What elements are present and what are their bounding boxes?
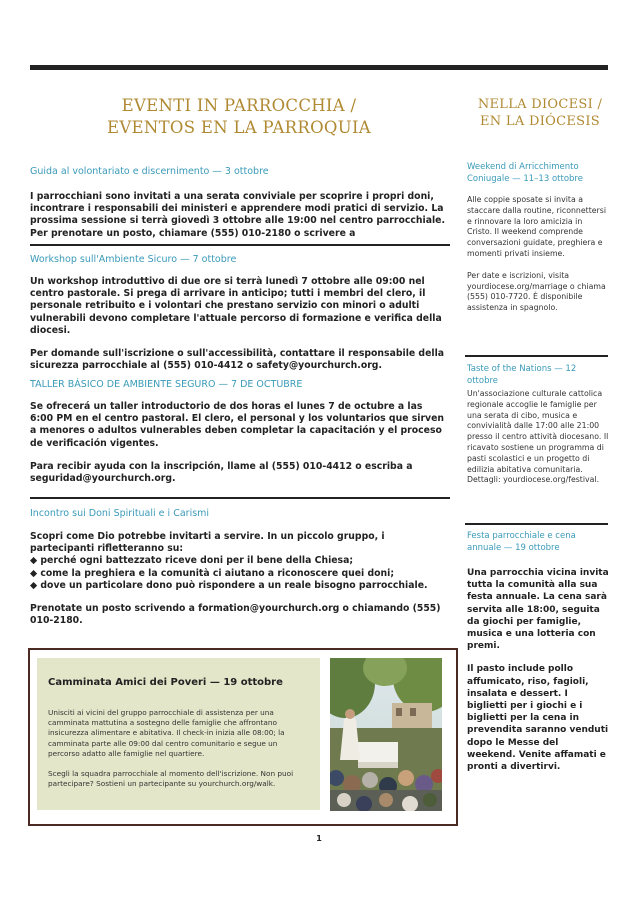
top-rule [30,65,608,70]
section-paragraph: Per domande sull'iscrizione o sull'accessibilità, contattare il responsabile della sicurezza parrocchiale al (555) 010-4412 o safety@yourchurch.org. [30,348,445,372]
card-text-panel [37,658,320,810]
section-divider [30,497,450,499]
page-title-line-1: EVENTI IN PARROCCHIA / [121,96,357,115]
sidebar-paragraph: Alle coppie sposate si invita a staccare dalla routine, riconnettersi e rinnovare la loro amicizia in Cristo. Il weekend comprende conversazioni guidate, preghiera e momenti privati insieme. [467,195,606,258]
section-heading: Guida al volontariato e discernimento — 3 ottobre [30,166,269,177]
sidebar-paragraph: Per date e iscrizioni, visita yourdiocese.org/marriage o chiama (555) 010-7720. È disponibile assistenza in spagnolo. [467,270,606,313]
sidebar-item-heading: Taste of the Nations — 12 ottobre [467,364,577,384]
sidebar-title [465,96,615,130]
sidebar-item-taste-nations [467,364,609,486]
walk-event-card [28,648,458,826]
list-item: ◆ come la preghiera e la comunità ci aiutano a riconoscere quei doni; [30,567,395,579]
section-heading: Workshop sull'Ambiente Sicuro — 7 ottobre [30,254,237,265]
page-title [30,95,448,139]
list-item: ◆ dove un particolare dono può rispondere a un reale bisogno parrocchiale. [30,579,428,591]
card-paragraph: Scegli la squadra parrocchiale al momento dell'iscrizione. Non puoi partecipare? Sostieni un partecipante su yourchurch.org/walk. [48,769,294,789]
section-paragraph: Para recibir ayuda con la inscripción, llame al (555) 010-4412 o escriba a seguridad@yourchurch.org. [30,460,413,485]
card-title: Camminata Amici dei Poveri — 19 ottobre [48,677,283,688]
sidebar-title-line-1: NELLA DIOCESI / [477,97,603,112]
sidebar-item-heading: Weekend di Arricchimento Coniugale — 11–13 ottobre [467,162,583,184]
section-closing: Prenotate un posto scrivendo a formation@yourchurch.org o chiamando (555) 010-2180. [30,603,441,627]
sidebar-item-parish-festival [467,531,609,773]
sidebar-title-line-2: EN LA DIÓCESIS [480,114,600,129]
section-intro: Scopri come Dio potrebbe invitarti a servire. In un piccolo gruppo, i partecipanti rifletteranno su: [30,531,385,555]
diamond-bullet-icon: ◆ [30,567,38,579]
sidebar-paragraph: Un'associazione culturale cattolica regionale accoglie le famiglie per una serata di cibo, musica e convivialità dalle 17:00 alle 21:00 presso il centro attività diocesano. Il ricavato sostiene un programma di pasti scolastici e un progetto di edilizia abitativa comunitaria. Dettagli: yourdiocese.org/festival. [467,389,609,485]
section-heading: TALLER BÁSICO DE AMBIENTE SEGURO — 7 DE OCTUBRE [30,379,303,390]
section-paragraph: Un workshop introduttivo di due ore si terrà lunedì 7 ottobre alle 09:00 nel centro pastorale. Si prega di arrivare in anticipo; tutti i membri del clero, il personale retribuito e i volontari che prestano servizio con minori o adulti vulnerabili devono completare l'attuale percorso di formazione e verifica della diocesi. [30,276,442,336]
section-paragraph: I parrocchiani sono invitati a una serata conviviale per scoprire i propri doni, incontrare i responsabili dei ministeri e apprendere modi pratici di servizio. La prossima sessione si terrà giovedì 3 ottobre alle 19:00 nel centro parrocchiale. Per prenotare un posto, chiamare (555) 010-2180 o scrivere a [30,191,445,239]
section-volunteer-guide [30,165,448,241]
sidebar-item-heading: Festa parrocchiale e cena annuale — 19 ottobre [467,531,576,553]
sidebar-paragraph: Una parrocchia vicina invita tutta la comunità alla sua festa annuale. La cena sarà servita alle 18:00, seguita da giochi per famiglie, musica e una lotteria con premi. [467,568,609,652]
diamond-bullet-icon: ◆ [30,555,38,567]
section-safe-environment-es [30,378,448,485]
section-safe-environment-it [30,253,448,372]
outdoor-mass-photo [330,658,442,811]
section-paragraph: Se ofrecerá un taller introductorio de dos horas el lunes 7 de octubre a las 6:00 PM en el centro pastoral. El clero, el personal y los voluntarios que sirven a menores o adultos vulnerables deben completar la capacitación y el proceso de verificación vigentes. [30,401,445,449]
page-number: 1 [316,834,322,843]
section-spiritual-gifts [30,507,448,627]
diamond-bullet-icon: ◆ [30,579,38,591]
section-heading: Incontro sui Doni Spirituali e i Carismi [30,508,210,519]
sidebar-divider [465,523,608,525]
sidebar-item-marriage-weekend [467,162,609,314]
list-item: ◆ perché ogni battezzato riceve doni per il bene della Chiesa; [30,555,354,567]
section-divider [30,244,450,246]
card-paragraph: Unisciti ai vicini del gruppo parrocchiale di assistenza per una camminata mattutina a sostegno delle famiglie che affrontano insicurezza alimentare e abitativa. Il check-in inizia alle 08:00; la camminata parte alle 09:00 dal centro comunitario e segue un percorso adatto alle famiglie nel quartiere. [48,708,285,758]
sidebar-divider [465,355,608,357]
page-title-line-2: EVENTOS EN LA PARROQUIA [106,118,371,137]
sidebar-paragraph: Il pasto include pollo affumicato, riso, fagioli, insalata e dessert. I biglietti per i giochi e i biglietti per la cena in prevendita saranno venduti dopo le Messe del weekend. Venite affamati e pronti a divertirvi. [467,664,609,773]
